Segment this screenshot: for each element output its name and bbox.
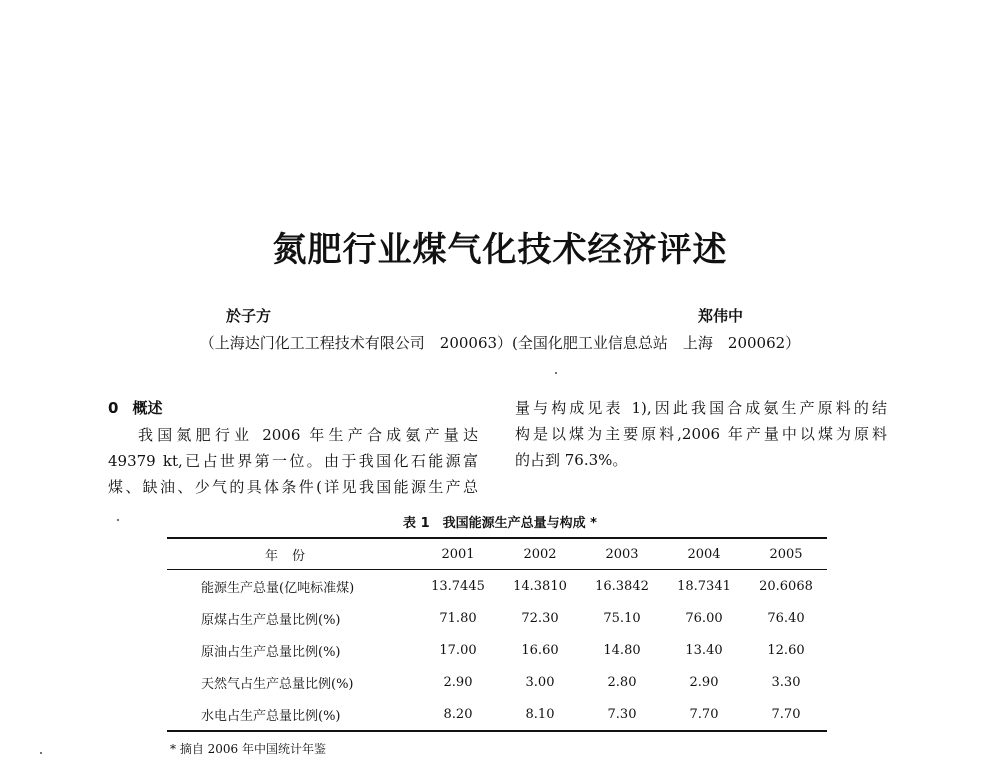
table-header-row xyxy=(167,538,827,570)
table-cell: 7.30 xyxy=(607,706,637,722)
table-cell: 8.10 xyxy=(525,706,555,722)
header-cell: 2001 xyxy=(417,538,499,570)
table-cell: 14.80 xyxy=(603,642,641,658)
author-affiliations: （上海达门化工工程技术有限公司 200063）(全国化肥工业信息总站 上海 200062） xyxy=(199,334,801,352)
table-row xyxy=(167,666,827,698)
body-line: 我国氮肥行业 2006 年生产合成氨产量达 xyxy=(138,426,478,444)
table-cell: 3.00 xyxy=(525,674,555,690)
section-heading xyxy=(108,397,162,418)
author-name-1: 於子方 xyxy=(226,307,272,325)
table-cell: 16.3842 xyxy=(595,578,649,594)
table-cell: 13.7445 xyxy=(431,578,485,594)
article-title: 氮肥行业煤气化技术经济评述 xyxy=(272,230,728,270)
body-column-right xyxy=(515,395,887,473)
header-cell: 2002 xyxy=(499,538,581,570)
row-label: 能源生产总量(亿吨标准煤) xyxy=(201,580,355,596)
table-cell: 13.40 xyxy=(685,642,723,658)
table-row xyxy=(167,602,827,634)
row-label: 天然气占生产总量比例(%) xyxy=(201,676,354,692)
table-cell: 71.80 xyxy=(439,610,477,626)
table-cell: 2.80 xyxy=(607,674,637,690)
table-row xyxy=(167,570,827,603)
scan-speck xyxy=(555,372,557,374)
body-line: 构是以煤为主要原料,2006 年产量中以煤为原料 xyxy=(515,425,887,443)
table-cell: 2.90 xyxy=(443,674,473,690)
section-title: 概述 xyxy=(132,399,163,417)
table-footnote: * 摘自 2006 年中国统计年鉴 xyxy=(170,742,326,756)
table-row xyxy=(167,634,827,666)
table-row xyxy=(167,698,827,731)
row-label: 原油占生产总量比例(%) xyxy=(201,644,341,660)
table-cell: 2.90 xyxy=(689,674,719,690)
header-cell: 2004 xyxy=(663,538,745,570)
table-cell: 7.70 xyxy=(689,706,719,722)
body-line: 49379 kt,已占世界第一位。由于我国化石能源富 xyxy=(108,452,478,470)
header-cell: 2005 xyxy=(745,538,827,570)
table-cell: 18.7341 xyxy=(677,578,731,594)
body-column-left xyxy=(108,422,478,500)
table-cell: 14.3810 xyxy=(513,578,567,594)
header-cell-year: 年份 xyxy=(167,538,417,570)
table-caption: 表 1 我国能源生产总量与构成 * xyxy=(403,516,597,531)
table-cell: 20.6068 xyxy=(759,578,813,594)
body-line: 量与构成见表 1),因此我国合成氨生产原料的结 xyxy=(515,399,887,417)
row-label: 水电占生产总量比例(%) xyxy=(201,708,341,724)
table-cell: 12.60 xyxy=(767,642,805,658)
table-cell: 17.00 xyxy=(439,642,477,658)
table-cell: 7.70 xyxy=(771,706,801,722)
table-cell: 72.30 xyxy=(521,610,559,626)
author-name-2: 郑伟中 xyxy=(698,307,744,325)
table-cell: 8.20 xyxy=(443,706,473,722)
table-cell: 76.00 xyxy=(685,610,723,626)
section-number: 0 xyxy=(108,399,119,417)
table-cell: 16.60 xyxy=(521,642,559,658)
body-line: 煤、缺油、少气的具体条件(详见我国能源生产总 xyxy=(108,478,478,496)
row-label: 原煤占生产总量比例(%) xyxy=(201,612,341,628)
table-cell: 75.10 xyxy=(603,610,641,626)
energy-production-table xyxy=(167,537,827,732)
body-line: 的占到 76.3%。 xyxy=(515,451,628,469)
table-cell: 3.30 xyxy=(771,674,801,690)
scan-speck xyxy=(40,752,42,754)
table-cell: 76.40 xyxy=(767,610,805,626)
header-cell: 2003 xyxy=(581,538,663,570)
